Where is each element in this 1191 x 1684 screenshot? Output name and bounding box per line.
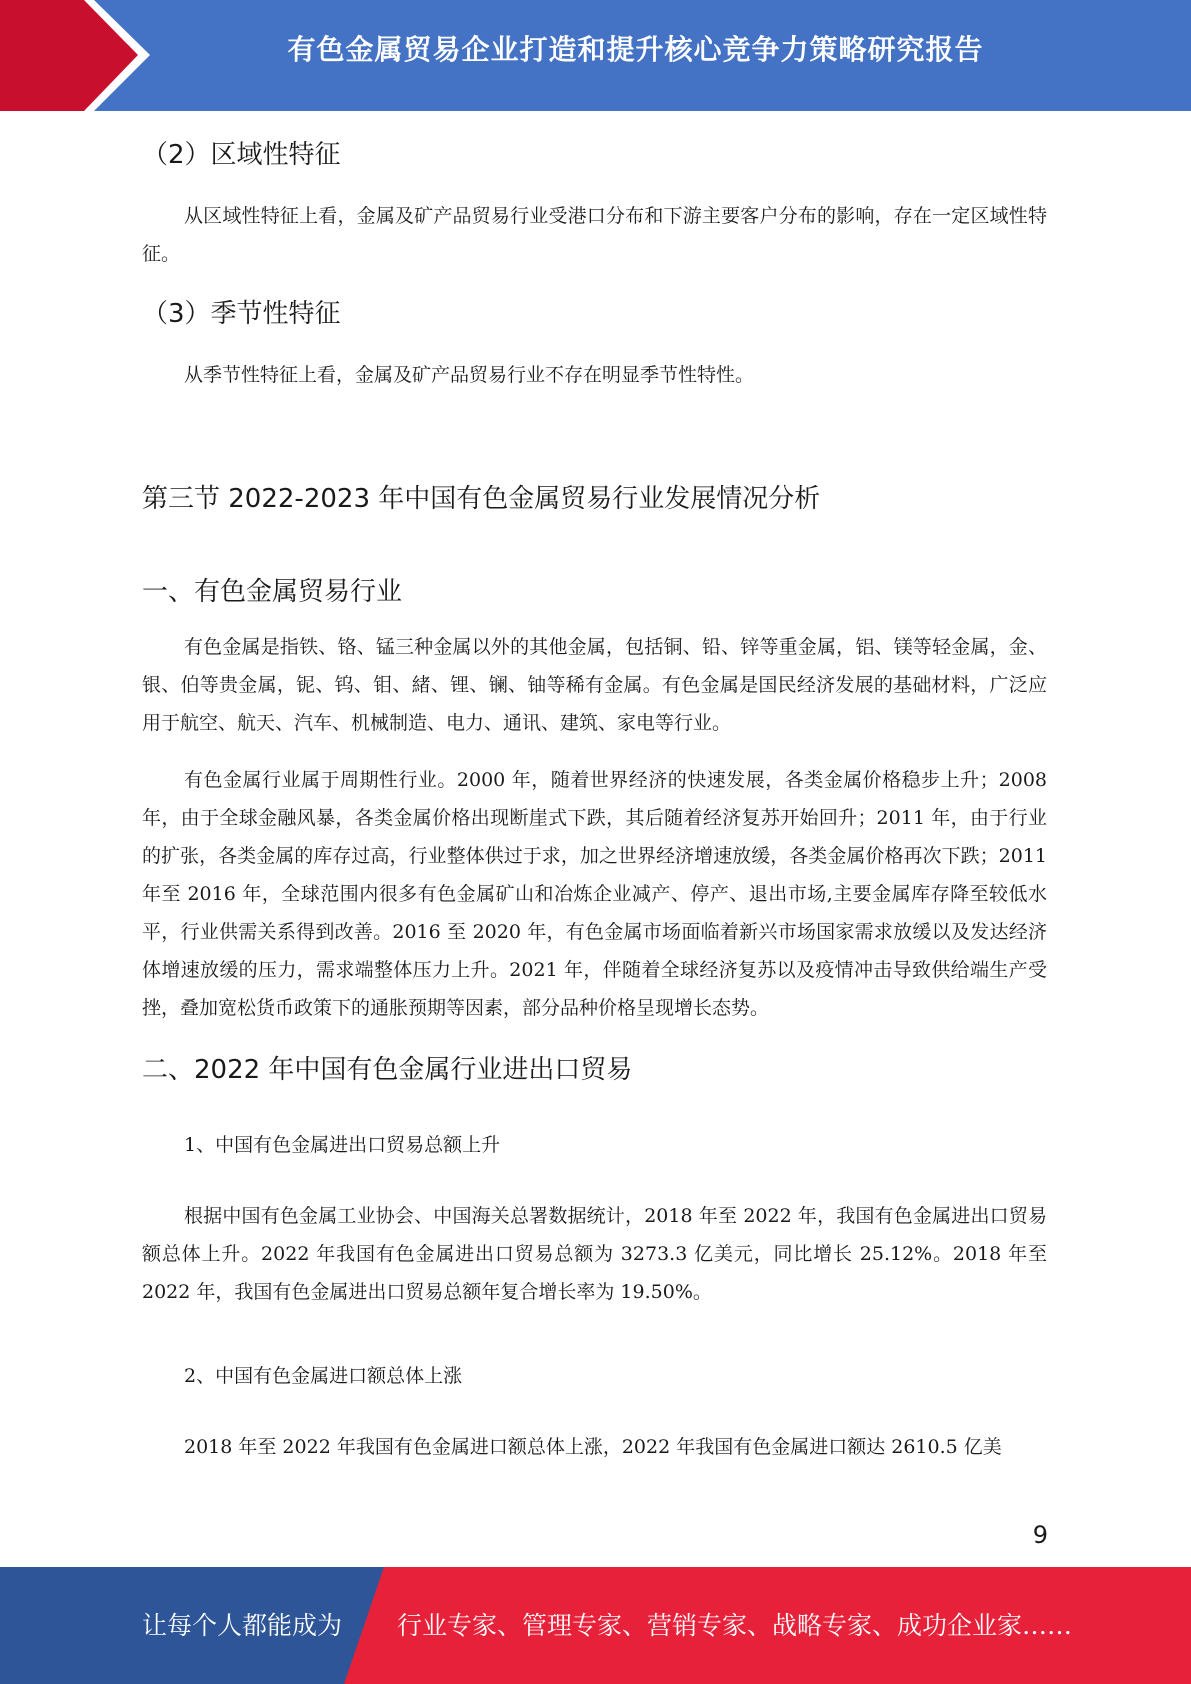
regional-heading: （2）区域性特征 [142,140,341,170]
page-footer [0,1567,1191,1684]
list-item-1-paragraph: 根据中国有色金属工业协会、中国海关总署数据统计，2018 年至 2022 年，我国有色金属进出口贸易额总体上升。2022 年我国有色金属进出口贸易总额为 3273.3 亿美元，同比增长 25.12%。2018 年至 2022 年，我国有色金属进出口贸易总额年复合增长率为 19.50%。 [142,1205,1047,1303]
seasonal-heading: （3）季节性特征 [142,299,341,329]
footer-slogan-left: 让每个人都能成为 [142,1611,343,1640]
page-header [0,0,1191,111]
section-three-heading: 第三节 2022-2023 年中国有色金属贸易行业发展情况分析 [142,484,821,514]
part-one-heading: 一、有色金属贸易行业 [142,577,403,607]
page-content [142,120,1047,1466]
page-number: 9 [1032,1521,1048,1549]
list-item-2-paragraph: 2018 年至 2022 年我国有色金属进口额总体上涨，2022 年我国有色金属进口额达 2610.5 亿美 [184,1436,1002,1458]
list-item-2-label: 2、中国有色金属进口额总体上涨 [184,1365,463,1387]
seasonal-paragraph: 从季节性特征上看，金属及矿产品贸易行业不存在明显季节性特性。 [184,364,755,386]
report-title: 有色金属贸易企业打造和提升核心竞争力策略研究报告 [287,33,984,66]
part-one-paragraph-1: 有色金属是指铁、铬、锰三种金属以外的其他金属，包括铜、铅、锌等重金属，铝、镁等轻金属，金、银、伯等贵金属，铌、钨、钼、緒、锂、镧、铀等稀有金属。有色金属是国民经济发展的基础材料，广泛应用于航空、航天、汽车、机械制造、电力、通讯、建筑、家电等行业。 [142,636,1047,734]
list-item-1-label: 1、中国有色金属进出口贸易总额上升 [184,1134,501,1156]
part-one-paragraph-2: 有色金属行业属于周期性行业。2000 年，随着世界经济的快速发展，各类金属价格稳步上升；2008 年，由于全球金融风暴，各类金属价格出现断崖式下跌，其后随着经济复苏开始回升；2011 年，由于行业的扩张，各类金属的库存过高，行业整体供过于求，加之世界经济增速放缓，各类金属价格再次下跌；2011 年至 2016 年，全球范围内很多有色金属矿山和冶炼企业减产、停产、退出市场,主要金属库存降至较低水平，行业供需关系得到改善。2016 至 2020 年，有色金属市场面临着新兴市场国家需求放缓以及发达经济体增速放缓的压力，需求端整体压力上升。2021 年，伴随着全球经济复苏以及疫情冲击导致供给端生产受挫，叠加宽松货币政策下的通胀预期等因素，部分品种价格呈现增长态势。 [142,769,1047,1019]
part-two-heading: 二、2022 年中国有色金属行业进出口贸易 [142,1055,633,1085]
regional-paragraph: 从区域性特征上看，金属及矿产品贸易行业受港口分布和下游主要客户分布的影响，存在一定区域性特征。 [142,205,1047,265]
footer-slogan-right: 行业专家、管理专家、营销专家、战略专家、成功企业家…… [397,1611,1073,1640]
